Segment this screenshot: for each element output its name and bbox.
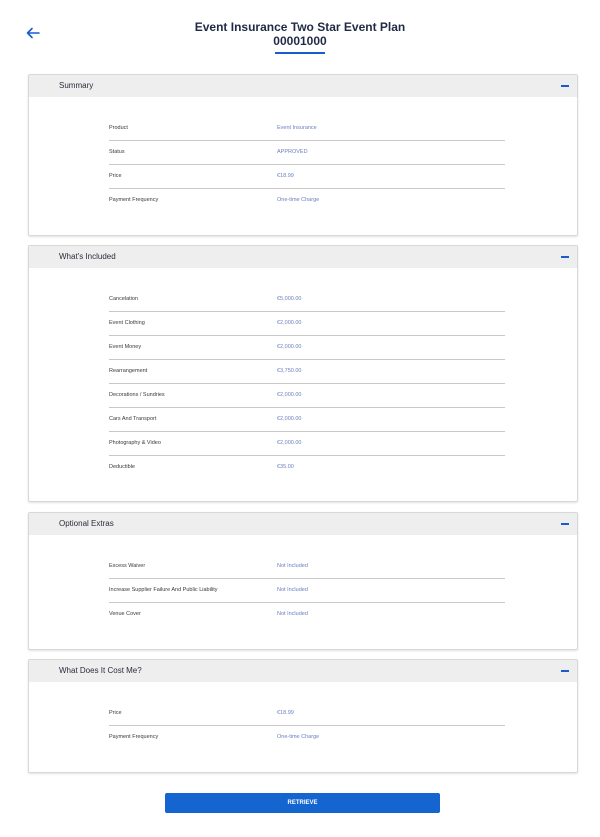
table-row [109,383,505,408]
row-value: €2,000.00 [277,416,302,422]
cost-section-header[interactable] [29,660,577,682]
row-value: Event Insurance [277,125,317,131]
row-value: Not Included [277,587,308,593]
cost-section [28,659,578,773]
page-title: Event Insurance Two Star Event Plan [194,20,406,34]
section-title: What Does It Cost Me? [59,666,142,675]
table-row [109,431,505,456]
section-title: What's Included [59,252,116,261]
row-label: Photography & Video [109,440,161,446]
row-value: €35.00 [277,464,294,470]
collapse-icon[interactable] [561,670,569,672]
table-row [109,335,505,360]
row-label: Payment Frequency [109,197,159,203]
table-row [109,602,505,626]
row-label: Increase Supplier Failure And Public Liability [109,587,218,593]
whats-included-section [28,245,578,502]
row-value: €2,000.00 [277,440,302,446]
table-row [109,407,505,432]
row-label: Cars And Transport [109,416,157,422]
table-row [109,116,505,141]
row-value: APPROVED [277,149,308,155]
table-row [109,140,505,165]
row-label: Product [109,125,128,131]
row-label: Event Money [109,344,142,350]
row-label: Venue Cover [109,611,141,617]
table-row [109,701,505,726]
row-label: Excess Waiver [109,563,146,569]
policy-number: 00001000 [273,34,327,48]
table-row [109,287,505,312]
summary-section-header[interactable] [29,75,577,97]
table-row [109,164,505,189]
table-row [109,311,505,336]
row-label: Status [109,149,125,155]
table-row [109,725,505,749]
row-value: €18.99 [277,173,294,179]
row-label: Price [109,710,122,716]
row-value: One-time Charge [277,197,320,203]
table-row [109,578,505,603]
collapse-icon[interactable] [561,256,569,258]
retrieve-button[interactable]: RETRIEVE [165,793,440,813]
row-value: €5,000.00 [277,296,302,302]
table-row [109,455,505,479]
section-title: Summary [59,81,94,90]
row-value: €2,000.00 [277,344,302,350]
row-value: Not Included [277,611,308,617]
row-label: Decorations / Sundries [109,392,165,398]
row-value: €2,000.00 [277,320,302,326]
row-label: Rearrangement [109,368,148,374]
table-row [109,359,505,384]
optional-extras-section-header[interactable] [29,513,577,535]
section-title: Optional Extras [59,519,114,528]
collapse-icon[interactable] [561,523,569,525]
row-value: Not Included [277,563,308,569]
table-row [109,554,505,579]
page-header [0,20,600,54]
row-label: Price [109,173,122,179]
row-label: Cancelation [109,296,139,302]
whats-included-section-header[interactable] [29,246,577,268]
row-value: €3,750.00 [277,368,302,374]
row-value: €18.99 [277,710,294,716]
row-value: One-time Charge [277,734,320,740]
row-label: Deductible [109,464,135,470]
table-row [109,188,505,212]
title-underline [275,52,325,54]
row-value: €2,000.00 [277,392,302,398]
summary-section [28,74,578,236]
row-label: Event Clothing [109,320,145,326]
optional-extras-section [28,512,578,650]
row-label: Payment Frequency [109,734,159,740]
collapse-icon[interactable] [561,85,569,87]
